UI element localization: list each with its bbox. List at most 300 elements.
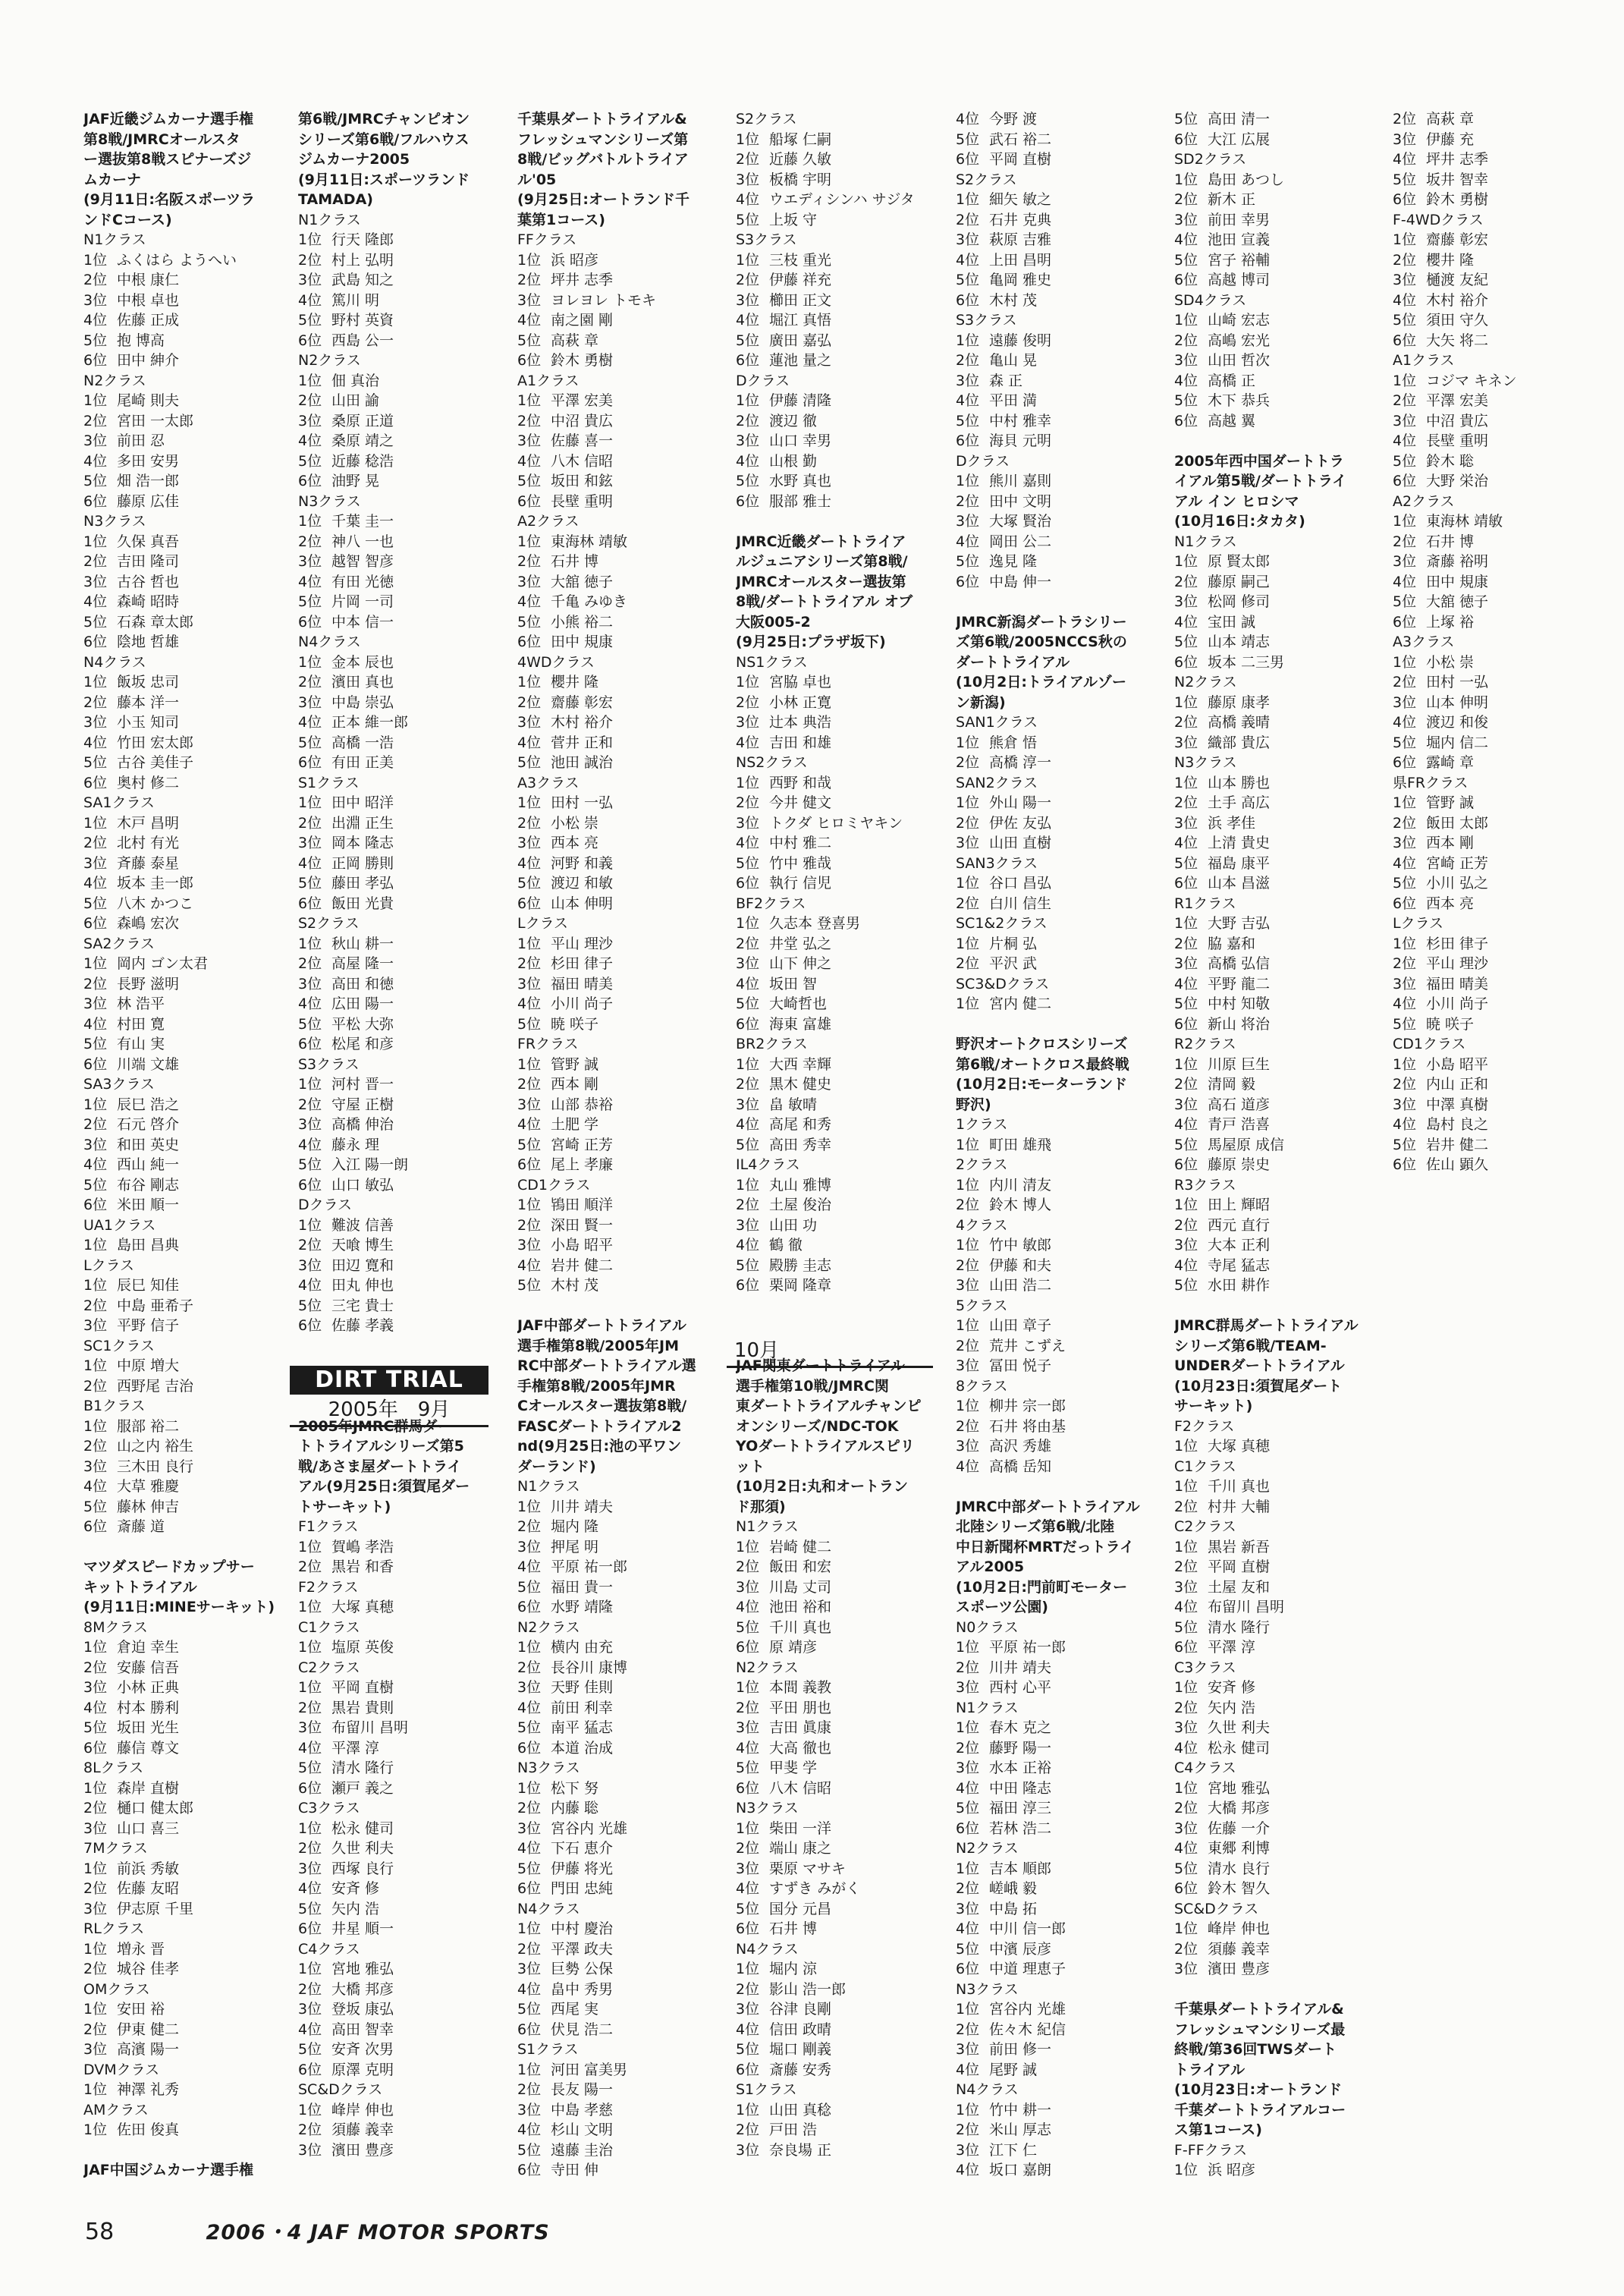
result-position: 2位 bbox=[1393, 674, 1417, 690]
result-position: 3位 bbox=[1393, 412, 1417, 429]
result-position: 6位 bbox=[298, 754, 322, 771]
result-row bbox=[298, 612, 503, 633]
result-position: 4位 bbox=[736, 1237, 760, 1253]
result-position: 4位 bbox=[517, 593, 542, 610]
result-position: 4位 bbox=[517, 1558, 542, 1575]
result-position: 4位 bbox=[1393, 151, 1417, 168]
result-row bbox=[517, 854, 722, 874]
result-position: 6位 bbox=[517, 1880, 542, 1897]
result-position: 6位 bbox=[1393, 613, 1417, 631]
result-row bbox=[298, 1014, 503, 1035]
driver-name: 宝田 誠 bbox=[1208, 613, 1256, 631]
result-row bbox=[83, 1175, 288, 1196]
driver-name: 長谷川 康博 bbox=[551, 1659, 628, 1676]
result-position: 6位 bbox=[736, 875, 760, 892]
result-row bbox=[736, 2120, 941, 2140]
driver-name: 吉田 隆司 bbox=[117, 553, 180, 570]
result-row bbox=[1174, 873, 1379, 894]
driver-name: 鶴 徹 bbox=[769, 1237, 803, 1253]
result-position: 4位 bbox=[1174, 372, 1198, 389]
result-row bbox=[83, 592, 288, 612]
result-position: 3位 bbox=[298, 2141, 322, 2159]
result-row bbox=[83, 1517, 288, 1537]
driver-name: 河田 富美男 bbox=[551, 2061, 628, 2078]
driver-name: 坂井 智幸 bbox=[1426, 171, 1489, 188]
result-position: 2位 bbox=[517, 1076, 542, 1093]
driver-name: 長壁 重明 bbox=[551, 492, 614, 510]
result-position: 6位 bbox=[83, 1518, 108, 1535]
result-row bbox=[517, 1738, 722, 1759]
driver-name: 行天 隆郎 bbox=[331, 231, 394, 248]
result-position: 3位 bbox=[736, 1578, 760, 1596]
driver-name: 原 靖彦 bbox=[769, 1639, 818, 1656]
driver-name: 内藤 聡 bbox=[551, 1800, 599, 1816]
event-heading-line: ジムカーナ2005 bbox=[298, 151, 410, 168]
event-heading-line: ス第1コース) bbox=[1174, 2121, 1262, 2138]
driver-name: 廣田 嘉弘 bbox=[769, 332, 832, 349]
result-position: 6位 bbox=[298, 613, 322, 631]
event-heading-line: 野沢) bbox=[956, 1096, 991, 1113]
result-position: 1位 bbox=[1174, 774, 1198, 791]
result-row bbox=[1393, 572, 1597, 593]
result-row bbox=[517, 1959, 722, 1980]
result-position: 3位 bbox=[298, 1860, 322, 1877]
result-position: 5位 bbox=[83, 1176, 108, 1194]
result-position: 1位 bbox=[83, 1779, 108, 1797]
driver-name: 飯坂 忠司 bbox=[117, 674, 180, 690]
result-row bbox=[83, 1095, 288, 1115]
result-row bbox=[298, 954, 503, 974]
result-row bbox=[1393, 190, 1597, 210]
result-position: 1位 bbox=[298, 372, 322, 389]
result-row bbox=[83, 291, 288, 311]
result-row bbox=[298, 813, 503, 834]
result-position: 6位 bbox=[1174, 131, 1198, 148]
result-position: 4位 bbox=[736, 1116, 760, 1133]
result-row bbox=[517, 1115, 722, 1135]
driver-name: 木村 裕介 bbox=[551, 714, 614, 731]
result-position: 4位 bbox=[517, 734, 542, 751]
result-row bbox=[736, 149, 941, 170]
driver-name: 中島 拓 bbox=[989, 1900, 1038, 1917]
class-heading: B1クラス bbox=[83, 1398, 146, 1414]
driver-name: 尾野 誠 bbox=[989, 2061, 1038, 2078]
result-position: 3位 bbox=[1174, 1096, 1198, 1113]
driver-name: 柴田 一洋 bbox=[769, 1820, 832, 1837]
driver-name: ヨレヨレ トモキ bbox=[551, 291, 657, 309]
driver-name: 谷津 良剛 bbox=[769, 2001, 832, 2018]
driver-name: 山部 恭裕 bbox=[551, 1096, 614, 1113]
result-position: 3位 bbox=[736, 1216, 760, 1234]
driver-name: 伊藤 将光 bbox=[551, 1860, 614, 1877]
result-position: 3位 bbox=[1174, 593, 1198, 610]
result-row bbox=[1174, 793, 1379, 813]
result-row bbox=[1393, 1135, 1597, 1156]
driver-name: 林 浩平 bbox=[117, 995, 165, 1012]
result-row bbox=[83, 1658, 288, 1678]
result-row bbox=[956, 2040, 1161, 2060]
driver-name: 山本 昌滋 bbox=[1208, 875, 1271, 892]
event-heading-line: (9月25日:オートランド千 bbox=[517, 191, 689, 208]
result-position: 5位 bbox=[1174, 634, 1198, 650]
driver-name: 鴇田 順洋 bbox=[551, 1197, 614, 1213]
driver-name: 岩崎 健二 bbox=[769, 1538, 832, 1555]
result-row bbox=[736, 793, 941, 813]
result-position: 2位 bbox=[956, 352, 980, 369]
driver-name: 高尾 和秀 bbox=[769, 1116, 832, 1133]
result-position: 1位 bbox=[298, 1216, 322, 1234]
result-row bbox=[83, 854, 288, 874]
result-row bbox=[298, 1115, 503, 1135]
class-heading: C4クラス bbox=[1174, 1760, 1236, 1776]
result-position: 2位 bbox=[956, 1659, 980, 1676]
driver-name: 服部 雅士 bbox=[769, 492, 832, 510]
driver-name: 木村 茂 bbox=[989, 291, 1038, 309]
result-row bbox=[956, 894, 1161, 914]
event-heading-line: 2005年西中国ダートトラ bbox=[1174, 452, 1344, 470]
driver-name: 藤信 尊文 bbox=[117, 1739, 180, 1757]
result-position: 3位 bbox=[736, 1096, 760, 1113]
result-row bbox=[1393, 270, 1597, 291]
driver-name: 和田 英史 bbox=[117, 1136, 180, 1153]
result-position: 1位 bbox=[517, 2061, 542, 2078]
result-position: 3位 bbox=[517, 835, 542, 851]
event-heading-line: ルジュニアシリーズ第8戦/ bbox=[736, 553, 908, 570]
driver-name: 谷口 昌弘 bbox=[989, 875, 1052, 892]
result-position: 4位 bbox=[736, 191, 760, 208]
result-row bbox=[298, 1980, 503, 2000]
result-position: 1位 bbox=[298, 1679, 322, 1696]
result-position: 1位 bbox=[83, 1096, 108, 1113]
driver-name: 亀山 晃 bbox=[989, 352, 1038, 369]
result-row bbox=[83, 1698, 288, 1719]
result-row bbox=[956, 994, 1161, 1014]
result-row bbox=[956, 934, 1161, 955]
result-position: 3位 bbox=[736, 714, 760, 731]
result-row bbox=[956, 1879, 1161, 1899]
result-row bbox=[83, 1819, 288, 1839]
class-heading: A3クラス bbox=[517, 774, 580, 791]
result-position: 2位 bbox=[736, 1840, 760, 1857]
driver-name: 宮崎 正芳 bbox=[1426, 854, 1489, 872]
driver-name: 柳井 宗一郎 bbox=[989, 1398, 1066, 1414]
result-position: 4位 bbox=[956, 1779, 980, 1797]
result-row bbox=[1393, 833, 1597, 854]
result-row bbox=[956, 291, 1161, 311]
result-row bbox=[517, 1879, 722, 1899]
result-row bbox=[736, 2040, 941, 2060]
driver-name: 中島 崇弘 bbox=[331, 694, 394, 711]
event-heading-line: トトライアルシリーズ第5 bbox=[298, 1438, 464, 1455]
class-heading: 7Mクラス bbox=[83, 1840, 148, 1857]
driver-name: 藤田 孝弘 bbox=[331, 875, 394, 892]
driver-name: 山本 伸明 bbox=[1426, 694, 1489, 711]
result-row bbox=[736, 1718, 941, 1738]
result-position: 1位 bbox=[83, 392, 108, 409]
result-row bbox=[1174, 391, 1379, 411]
result-position: 5位 bbox=[1174, 1136, 1198, 1153]
result-row bbox=[517, 471, 722, 492]
result-position: 1位 bbox=[956, 1237, 980, 1253]
driver-name: 西野 和哉 bbox=[769, 774, 832, 791]
result-position: 4位 bbox=[956, 111, 980, 127]
result-row bbox=[1174, 1115, 1379, 1135]
result-position: 5位 bbox=[736, 211, 760, 228]
driver-name: 西元 直行 bbox=[1208, 1216, 1271, 1234]
result-position: 2位 bbox=[736, 935, 760, 952]
driver-name: 大崎哲也 bbox=[769, 995, 828, 1012]
result-position: 5位 bbox=[1393, 452, 1417, 470]
driver-name: 濱田 豊彦 bbox=[331, 2141, 394, 2159]
result-row bbox=[83, 572, 288, 593]
class-heading: N2クラス bbox=[1174, 674, 1237, 690]
class-heading: N3クラス bbox=[83, 513, 146, 530]
class-heading: C3クラス bbox=[298, 1800, 360, 1816]
result-position: 3位 bbox=[517, 573, 542, 590]
class-heading: 8クラス bbox=[956, 1377, 1008, 1395]
driver-name: 浜 昭彦 bbox=[551, 251, 599, 269]
driver-name: 今井 健文 bbox=[769, 794, 832, 811]
driver-name: 新木 正 bbox=[1208, 191, 1256, 208]
result-position: 2位 bbox=[956, 2121, 980, 2138]
result-row bbox=[298, 291, 503, 311]
driver-name: 池田 宣義 bbox=[1208, 231, 1271, 248]
result-position: 4位 bbox=[956, 1920, 980, 1937]
driver-name: 片桐 弘 bbox=[989, 935, 1038, 952]
result-row bbox=[298, 712, 503, 733]
event-heading-line: 8戦/ダートトライアル オブ bbox=[736, 593, 913, 610]
result-row bbox=[1174, 1618, 1379, 1638]
result-row bbox=[736, 1899, 941, 1920]
result-position: 4位 bbox=[956, 251, 980, 269]
result-row bbox=[1174, 230, 1379, 250]
driver-name: 登坂 康弘 bbox=[331, 2001, 394, 2018]
driver-name: 戸田 浩 bbox=[769, 2121, 818, 2138]
driver-name: 須藤 義幸 bbox=[1208, 1940, 1271, 1958]
result-position: 2位 bbox=[1393, 111, 1417, 127]
result-row bbox=[298, 1074, 503, 1095]
result-row bbox=[517, 2120, 722, 2140]
result-row bbox=[298, 693, 503, 713]
driver-name: 飯田 和宏 bbox=[769, 1558, 832, 1575]
driver-name: 山田 章子 bbox=[989, 1317, 1052, 1334]
driver-name: 佐田 俊真 bbox=[117, 2121, 180, 2138]
result-position: 5位 bbox=[298, 312, 322, 329]
driver-name: 堀江 真悟 bbox=[769, 312, 832, 329]
result-position: 3位 bbox=[1174, 814, 1198, 832]
result-row bbox=[1393, 873, 1597, 894]
result-position: 1位 bbox=[1393, 794, 1417, 811]
result-position: 5位 bbox=[298, 1760, 322, 1776]
driver-name: 石元 啓介 bbox=[117, 1116, 180, 1133]
class-heading: S3クラス bbox=[956, 312, 1017, 329]
result-position: 5位 bbox=[1174, 1860, 1198, 1877]
driver-name: 西本 剛 bbox=[1426, 835, 1475, 851]
result-position: 1位 bbox=[83, 1639, 108, 1656]
class-heading: S2クラス bbox=[736, 111, 797, 127]
result-row bbox=[517, 351, 722, 371]
driver-name: 江下 仁 bbox=[989, 2141, 1038, 2159]
result-position: 1位 bbox=[956, 1719, 980, 1736]
spacer bbox=[736, 1296, 941, 1316]
driver-name: 下石 恵介 bbox=[551, 1840, 614, 1857]
driver-name: 横内 由充 bbox=[551, 1639, 614, 1656]
result-position: 3位 bbox=[517, 1961, 542, 1977]
class-heading: N4クラス bbox=[956, 2081, 1019, 2098]
class-heading: SC1クラス bbox=[83, 1337, 155, 1354]
driver-name: 安斉 次男 bbox=[331, 2041, 394, 2058]
result-row bbox=[1393, 733, 1597, 753]
event-heading-line: ル'05 bbox=[517, 171, 557, 188]
driver-name: 大橋 邦彦 bbox=[1208, 1800, 1271, 1816]
result-row bbox=[298, 511, 503, 532]
result-position: 1位 bbox=[1174, 553, 1198, 570]
dirt-trial-section-header bbox=[290, 1366, 488, 1427]
result-row bbox=[1174, 1055, 1379, 1075]
result-position: 3位 bbox=[736, 955, 760, 972]
result-row bbox=[736, 2140, 941, 2161]
result-position: 3位 bbox=[83, 995, 108, 1012]
result-row bbox=[736, 1919, 941, 1939]
result-row bbox=[298, 331, 503, 351]
result-position: 4位 bbox=[517, 2121, 542, 2138]
driver-name: 堀口 剛義 bbox=[769, 2041, 832, 2058]
result-position: 6位 bbox=[298, 1036, 322, 1052]
driver-name: 高橋 正 bbox=[1208, 372, 1256, 389]
magazine-title: 2006・4 JAF MOTOR SPORTS bbox=[206, 2221, 550, 2244]
result-row bbox=[517, 1095, 722, 1115]
result-position: 5位 bbox=[1393, 593, 1417, 610]
result-position: 3位 bbox=[83, 714, 108, 731]
result-row bbox=[1393, 1074, 1597, 1095]
driver-name: 桑原 靖之 bbox=[331, 432, 394, 449]
driver-name: 竹中 敏郎 bbox=[989, 1237, 1052, 1253]
driver-name: 平野 信子 bbox=[117, 1317, 180, 1334]
result-row bbox=[1393, 149, 1597, 170]
driver-name: 海東 富雄 bbox=[769, 1015, 832, 1033]
class-heading: C1クラス bbox=[298, 1618, 360, 1636]
result-row bbox=[1174, 1859, 1379, 1879]
result-row bbox=[83, 2080, 288, 2100]
result-row bbox=[956, 471, 1161, 492]
result-row bbox=[298, 1155, 503, 1175]
result-position: 5位 bbox=[736, 1618, 760, 1636]
class-heading: C1クラス bbox=[1174, 1458, 1236, 1475]
result-position: 3位 bbox=[1393, 272, 1417, 288]
result-position: 1位 bbox=[956, 191, 980, 208]
driver-name: 船塚 仁嗣 bbox=[769, 131, 832, 148]
driver-name: 西塚 良行 bbox=[331, 1860, 394, 1877]
class-heading: 8Mクラス bbox=[83, 1618, 148, 1636]
result-row bbox=[517, 250, 722, 271]
driver-name: 町田 雄飛 bbox=[989, 1136, 1052, 1153]
driver-name: 藤原 嗣己 bbox=[1208, 573, 1271, 590]
driver-name: 渡辺 徹 bbox=[769, 412, 818, 429]
driver-name: 南平 猛志 bbox=[551, 1719, 614, 1736]
driver-name: 神澤 礼秀 bbox=[117, 2081, 180, 2098]
result-row bbox=[298, 793, 503, 813]
result-position: 2位 bbox=[298, 1840, 322, 1857]
driver-name: 栗岡 隆章 bbox=[769, 1277, 832, 1294]
result-position: 2位 bbox=[517, 272, 542, 288]
driver-name: 米山 厚志 bbox=[989, 2121, 1052, 2138]
result-position: 6位 bbox=[83, 634, 108, 650]
driver-name: 石井 博 bbox=[769, 1920, 818, 1937]
result-row bbox=[517, 632, 722, 653]
result-row bbox=[1174, 1819, 1379, 1839]
event-heading-line: 第8戦/JMRCオールスタ bbox=[83, 131, 240, 148]
driver-name: 西島 公一 bbox=[331, 332, 394, 349]
driver-name: 暁 咲子 bbox=[1426, 1015, 1475, 1033]
result-position: 1位 bbox=[956, 734, 980, 751]
result-row bbox=[83, 532, 288, 552]
driver-name: 岩井 健二 bbox=[1426, 1136, 1489, 1153]
result-position: 3位 bbox=[298, 1719, 322, 1736]
spacer bbox=[83, 2140, 288, 2161]
result-position: 3位 bbox=[517, 1538, 542, 1555]
driver-name: 大舘 徳子 bbox=[1426, 593, 1489, 610]
result-row bbox=[83, 1055, 288, 1075]
result-position: 2位 bbox=[956, 1197, 980, 1213]
result-position: 1位 bbox=[1174, 1197, 1198, 1213]
class-heading: F-4WDクラス bbox=[1393, 211, 1484, 228]
result-row bbox=[956, 1738, 1161, 1759]
driver-name: 広田 陽一 bbox=[331, 995, 394, 1012]
driver-name: 樋渡 友紀 bbox=[1426, 272, 1489, 288]
result-row bbox=[736, 1537, 941, 1558]
result-row bbox=[956, 511, 1161, 532]
driver-name: 原澤 克明 bbox=[331, 2061, 394, 2078]
driver-name: 倉迫 幸生 bbox=[117, 1639, 180, 1656]
driver-name: 亀岡 雅史 bbox=[989, 272, 1052, 288]
result-row bbox=[956, 753, 1161, 773]
driver-name: ふくはら ようへい bbox=[117, 251, 237, 269]
result-position: 5位 bbox=[517, 1719, 542, 1736]
result-row bbox=[956, 2160, 1161, 2181]
result-row bbox=[956, 1336, 1161, 1357]
result-position: 1位 bbox=[736, 131, 760, 148]
result-row bbox=[1174, 1275, 1379, 1296]
result-position: 1位 bbox=[298, 1538, 322, 1555]
driver-name: 古谷 美佳子 bbox=[117, 754, 194, 771]
driver-name: 水野 靖隆 bbox=[551, 1599, 614, 1615]
result-row bbox=[956, 1899, 1161, 1920]
class-heading: S3クラス bbox=[298, 1055, 360, 1073]
result-row bbox=[298, 371, 503, 392]
result-position: 4位 bbox=[298, 291, 322, 309]
result-position: 4位 bbox=[298, 995, 322, 1012]
driver-name: 大野 吉弘 bbox=[1208, 915, 1271, 932]
result-position: 1位 bbox=[517, 251, 542, 269]
result-position: 4位 bbox=[83, 593, 108, 610]
result-row bbox=[83, 1155, 288, 1175]
result-row bbox=[956, 371, 1161, 392]
class-heading: N3クラス bbox=[736, 1800, 799, 1816]
result-row bbox=[83, 1195, 288, 1216]
result-position: 2位 bbox=[1174, 1216, 1198, 1234]
driver-name: 宮脇 卓也 bbox=[769, 674, 832, 690]
result-row bbox=[1174, 1235, 1379, 1256]
result-row bbox=[736, 2020, 941, 2040]
result-row bbox=[736, 1175, 941, 1196]
driver-name: 森岸 直樹 bbox=[117, 1779, 180, 1797]
class-heading: A1クラス bbox=[1393, 352, 1455, 369]
event-heading-line: 北陸シリーズ第6戦/北陸 bbox=[956, 1518, 1115, 1535]
driver-name: トクダ ヒロミヤキン bbox=[769, 814, 903, 832]
result-row bbox=[83, 1999, 288, 2020]
event-heading-line: (10月2日:トライアルゾー bbox=[956, 674, 1127, 690]
driver-name: 佐藤 喜一 bbox=[551, 432, 614, 449]
